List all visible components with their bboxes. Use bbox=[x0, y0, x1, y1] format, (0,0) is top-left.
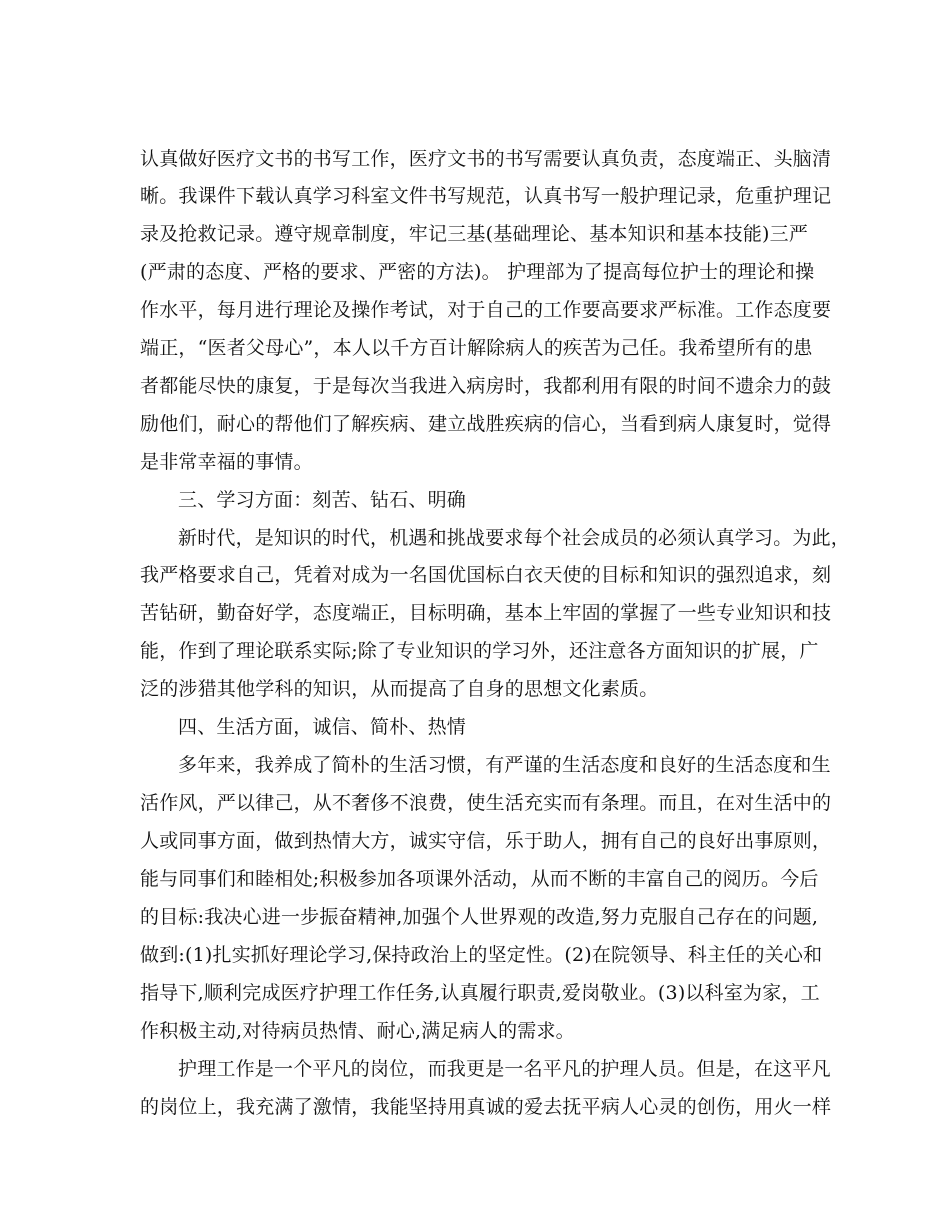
text-line: 能与同事们和睦相处;积极参加各项课外活动，从而不断的丰富自己的阅历。今后 bbox=[140, 868, 819, 890]
text-line: (严肃的态度、严格的要求、严密的方法)。 护理部为了提高每位护士的理论和操 bbox=[140, 261, 815, 283]
section-heading: 四、生活方面，诚信、简朴、热情 bbox=[178, 716, 467, 738]
text-line: 励他们，耐心的帮他们了解疾病、建立战胜疾病的信心，当看到病人康复时，觉得 bbox=[140, 413, 832, 435]
text-line: 做到:(1)扎实抓好理论学习,保持政治上的坚定性。(2)在院领导、科主任的关心和 bbox=[140, 944, 823, 966]
text-line: 是非常幸福的事情。 bbox=[140, 451, 313, 473]
text-line: 我严格要求自己，凭着对成为一名国优国标白衣天使的目标和知识的强烈追求，刻 bbox=[140, 564, 832, 586]
text-line: 苦钻研，勤奋好学，态度端正，目标明确，基本上牢固的掌握了一些专业知识和技 bbox=[140, 602, 832, 624]
text-line: 泛的涉猎其他学科的知识，从而提高了自身的思想文化素质。 bbox=[140, 678, 659, 700]
text-line: 的岗位上，我充满了激情，我能坚持用真诚的爱去抚平病人心灵的创伤，用火一样 bbox=[140, 1096, 832, 1118]
text-line: 能，作到了理论联系实际;除了专业知识的学习外，还注意各方面知识的扩展，广 bbox=[140, 640, 819, 662]
text-line: 护理工作是一个平凡的岗位，而我更是一名平凡的护理人员。但是，在这平凡 bbox=[178, 1058, 831, 1080]
text-line: 新时代，是知识的时代，机遇和挑战要求每个社会成员的必须认真学习。为此， bbox=[178, 527, 851, 549]
text-line: 录及抢救记录。遵守规章制度，牢记三基(基础理论、基本知识和基本技能)三严 bbox=[140, 223, 809, 245]
text-line: 指导下,顺利完成医疗护理工作任务,认真履行职责,爱岗敬业。(3)以科室为家，工 bbox=[140, 982, 820, 1004]
text-line: 者都能尽快的康复，于是每次当我进入病房时，我都利用有限的时间不遗余力的鼓 bbox=[140, 375, 832, 397]
text-line: 的目标:我决心进一步振奋精神,加强个人世界观的改造,努力克服自己存在的问题, bbox=[140, 906, 819, 928]
section-heading: 三、学习方面：刻苦、钻石、明确 bbox=[178, 489, 467, 511]
text-line: 端正，“医者父母心”，本人以千方百计解除病人的疾苦为己任。我希望所有的患 bbox=[140, 337, 813, 359]
text-line: 晰。我课件下载认真学习科室文件书写规范，认真书写一般护理记录，危重护理记 bbox=[140, 185, 832, 207]
text-line: 作积极主动,对待病员热情、耐心,满足病人的需求。 bbox=[140, 1020, 575, 1042]
text-line: 认真做好医疗文书的书写工作，医疗文书的书写需要认真负责，态度端正、头脑清 bbox=[140, 148, 832, 170]
text-line: 多年来，我养成了简朴的生活习惯，有严谨的生活态度和良好的生活态度和生 bbox=[178, 754, 831, 776]
text-line: 作水平，每月进行理论及操作考试，对于自己的工作要高要求严标准。工作态度要 bbox=[140, 299, 832, 321]
text-line: 人或同事方面，做到热情大方，诚实守信，乐于助人，拥有自己的良好出事原则， bbox=[140, 830, 832, 852]
text-line: 活作风，严以律己，从不奢侈不浪费，使生活充实而有条理。而且，在对生活中的 bbox=[140, 792, 832, 814]
